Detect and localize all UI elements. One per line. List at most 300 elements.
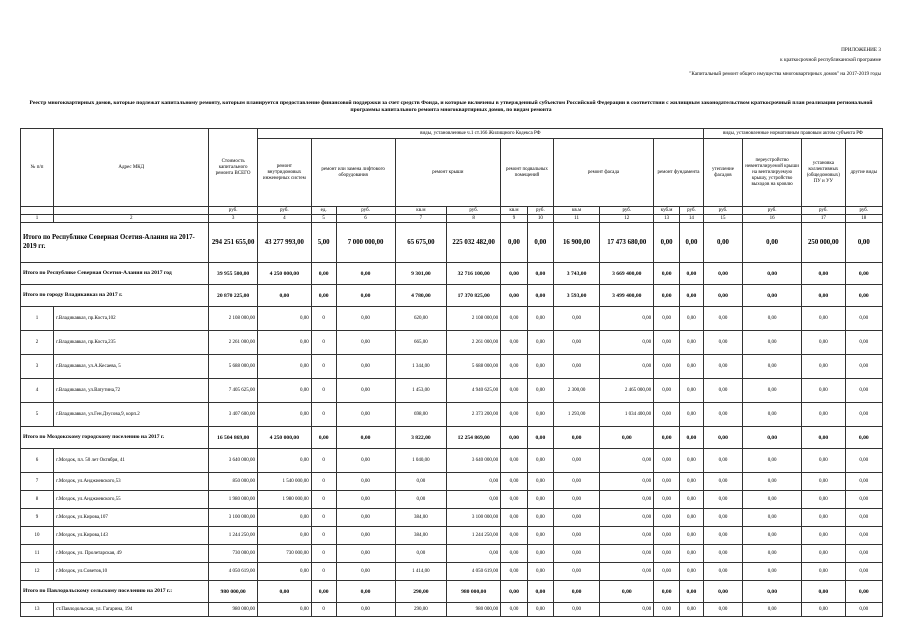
row-address: г.Моздок, ул.Кирова,107 [54,509,209,527]
value-cell: 0,00 [743,449,802,473]
header-cost: Стоимость капитального ремонта ВСЕГО [209,129,258,207]
value-cell: 0,00 [845,603,882,617]
value-cell: 0,00 [743,223,802,263]
value-cell: 2 108 000,00 [209,307,258,331]
value-cell: 5 688 000,00 [209,355,258,379]
value-cell: 0,00 [600,473,654,491]
value-cell: 0,00 [501,223,528,263]
value-cell: 0,00 [553,545,600,563]
value-cell: 3 407 600,00 [209,403,258,427]
value-cell: 0,00 [845,331,882,355]
table-row [21,545,883,563]
value-cell: 0,00 [845,379,882,403]
value-cell: 0,00 [802,285,845,307]
value-cell: 7 000 000,00 [336,223,395,263]
value-cell: 0,00 [600,509,654,527]
value-cell: 0,00 [802,603,845,617]
column-number: 11 [553,215,600,223]
value-cell: 2 108 000,00 [447,307,501,331]
value-cell: 0,00 [311,263,336,285]
value-cell: 0,00 [501,545,528,563]
value-cell: 0,00 [680,263,704,285]
value-cell: 0,00 [680,603,704,617]
table-row [21,603,883,617]
value-cell: 0,00 [680,285,704,307]
total-label: Итого по Моздокскому городскому поселению на 2017 г. [21,427,209,449]
value-cell: 0,00 [703,427,742,449]
value-cell: 3 743,00 [553,263,600,285]
value-cell: 0,00 [501,263,528,285]
value-cell: 0,00 [336,491,395,509]
value-cell: 0,00 [527,603,553,617]
row-address: г.Моздок, ул.Анджиевского,55 [54,491,209,509]
value-cell: 0,00 [845,491,882,509]
value-cell: 0 [311,563,336,581]
value-cell: 0,00 [527,473,553,491]
value-cell: 0,00 [600,545,654,563]
total-row [21,427,883,449]
row-address: г.Моздок, ул.Анджиевского,53 [54,473,209,491]
value-cell: 980 000,00 [447,603,501,617]
value-cell: 0,00 [703,403,742,427]
value-cell: 0,00 [680,449,704,473]
value-cell: 0,00 [654,527,680,545]
value-cell: 0,00 [703,491,742,509]
value-cell: 0,00 [802,307,845,331]
value-cell: 0 [311,603,336,617]
value-cell: 0 [311,331,336,355]
value-cell: 0,00 [553,491,600,509]
value-cell: 0,00 [553,581,600,603]
row-address: г.Владикавказ, пр.Коста,235 [54,331,209,355]
value-cell: 225 032 482,00 [447,223,501,263]
value-cell: 0,00 [527,307,553,331]
value-cell: 0,00 [257,449,311,473]
value-cell: 0,00 [257,379,311,403]
value-cell: 43 277 993,00 [257,223,311,263]
column-number: 17 [802,215,845,223]
column-number: 13 [654,215,680,223]
table-row [21,563,883,581]
value-cell: 0,00 [553,331,600,355]
value-cell: 0,00 [501,427,528,449]
value-cell: 0,00 [336,331,395,355]
value-cell: 0,00 [802,509,845,527]
value-cell: 0,00 [257,509,311,527]
value-cell: 0,00 [680,509,704,527]
value-cell: 0,00 [845,263,882,285]
value-cell: 0,00 [336,581,395,603]
value-cell: 0,00 [654,403,680,427]
row-number: 9 [21,509,54,527]
value-cell: 0,00 [845,427,882,449]
row-number: 4 [21,379,54,403]
value-cell: 0,00 [845,285,882,307]
value-cell: 0,00 [680,473,704,491]
table-row [21,509,883,527]
unit-cell: руб. [600,207,654,215]
row-number: 2 [21,331,54,355]
value-cell: 2 261 000,00 [209,331,258,355]
value-cell: 0,00 [680,581,704,603]
value-cell: 0,00 [654,545,680,563]
value-cell: 0,00 [743,331,802,355]
value-cell: 4 050 619,00 [209,563,258,581]
value-cell: 0,00 [743,379,802,403]
value-cell: 0,00 [743,427,802,449]
value-cell: 0,00 [527,379,553,403]
column-number: 3 [209,215,258,223]
value-cell: 0,00 [311,427,336,449]
table-body [21,223,883,617]
total-label: Итого по Павлодольскому сельскому поселению на 2017 г.: [21,581,209,603]
row-address: г.Моздок, ул.Кирова,143 [54,527,209,545]
row-number: 5 [21,403,54,427]
value-cell: 0,00 [553,473,600,491]
value-cell: 0,00 [654,285,680,307]
value-cell: 4 250 000,00 [257,263,311,285]
value-cell: 0,00 [703,563,742,581]
table-row [21,491,883,509]
value-cell: 0,00 [336,563,395,581]
value-cell: 3 669 400,00 [600,263,654,285]
value-cell: 0,00 [743,527,802,545]
value-cell: 12 254 869,00 [447,427,501,449]
value-cell: 0,00 [501,563,528,581]
value-cell: 290,00 [395,603,447,617]
table-row [21,307,883,331]
value-cell: 0,00 [501,603,528,617]
document-title: Реестр многоквартирных домов, которые подлежат капитальному ремонту, которым планируется предоставление финансовой поддержки за счет средств Фонда, и которые включены в утвержденный субъектом Российской Федерации в соответствии с жилищным законодательством краткосрочный план реализации региональной программы капитального ремонта многоквартирных домов, по видам ремонта [29,100,873,113]
value-cell: 0,00 [336,509,395,527]
column-number: 18 [845,215,882,223]
value-cell: 17 473 680,00 [600,223,654,263]
value-cell: 0,00 [654,427,680,449]
header-no: № п/п [21,129,54,207]
value-cell: 0,00 [680,223,704,263]
unit-cell: руб. [336,207,395,215]
value-cell: 0,00 [395,545,447,563]
value-cell: 0,00 [501,449,528,473]
value-cell: 0,00 [802,473,845,491]
value-cell: 0,00 [680,491,704,509]
value-cell: 0,00 [336,263,395,285]
value-cell: 0,00 [743,545,802,563]
value-cell: 39 955 500,00 [209,263,258,285]
value-cell: 0,00 [680,527,704,545]
value-cell: 0,00 [336,403,395,427]
row-address: г.Владикавказ, ул.А.Кесаева, 5 [54,355,209,379]
row-number: 7 [21,473,54,491]
value-cell: 0,00 [527,427,553,449]
value-cell: 0,00 [802,545,845,563]
value-cell: 0,00 [257,563,311,581]
value-cell: 0,00 [600,563,654,581]
value-cell: 0,00 [527,563,553,581]
table-row [21,403,883,427]
table-row [21,331,883,355]
value-cell: 980 000,00 [209,581,258,603]
value-cell: 0,00 [600,581,654,603]
value-cell: 0,00 [501,379,528,403]
value-cell: 0,00 [336,307,395,331]
value-cell: 0,00 [527,355,553,379]
value-cell: 0,00 [845,307,882,331]
value-cell: 0,00 [845,355,882,379]
value-cell: 0,00 [680,307,704,331]
value-cell: 0,00 [680,355,704,379]
value-cell: 0 [311,527,336,545]
value-cell: 0,00 [802,527,845,545]
value-cell: 0,00 [703,509,742,527]
value-cell: 1 244 250,00 [447,527,501,545]
value-cell: 0 [311,307,336,331]
value-cell: 1 540 000,00 [257,473,311,491]
value-cell: 5 688 000,00 [447,355,501,379]
total-label: Итого по городу Владикавказ на 2017 г. [21,285,209,307]
value-cell: 0,00 [743,355,802,379]
row-number: 12 [21,563,54,581]
value-cell: 0,00 [336,355,395,379]
value-cell: 2 261 000,00 [447,331,501,355]
table-row [21,473,883,491]
unit-cell: куб.м [654,207,680,215]
value-cell: 0,00 [703,603,742,617]
value-cell: 0,00 [501,307,528,331]
row-address: г.Владикавказ, пр.Коста,102 [54,307,209,331]
value-cell: 2 373 200,00 [447,403,501,427]
value-cell: 0,00 [802,427,845,449]
value-cell: 0,00 [527,331,553,355]
row-address: г.Моздок, ул. Пролетарская, 49 [54,545,209,563]
appendix-program-name: "Капитальный ремонт общего имущества многоквартирных домов" на 2017-2019 годы [689,71,881,77]
header-col: ремонт фасада [553,139,653,207]
value-cell: 0,00 [257,307,311,331]
header-group-regional: виды, установленные нормативным правовым актом субъекта РФ [703,129,882,139]
unit-cell: руб. [743,207,802,215]
header-col: другие виды [845,139,882,207]
appendix-program: к краткосрочной республиканской программе [780,57,881,63]
column-number: 8 [447,215,501,223]
value-cell: 0,00 [802,403,845,427]
value-cell: 0,00 [703,473,742,491]
value-cell: 7 405 625,00 [209,379,258,403]
value-cell: 0,00 [600,449,654,473]
value-cell: 5,00 [311,223,336,263]
value-cell: 1 034 400,00 [600,403,654,427]
header-address: Адрес МКД [54,129,209,207]
value-cell: 0,00 [553,509,600,527]
table-row [21,379,883,403]
column-number: 7 [395,215,447,223]
unit-cell [21,207,54,215]
column-number: 14 [680,215,704,223]
value-cell: 16 504 869,00 [209,427,258,449]
value-cell: 3 100 000,00 [447,509,501,527]
value-cell: 0,00 [336,427,395,449]
value-cell: 0,00 [703,285,742,307]
value-cell: 1 980 000,00 [257,491,311,509]
value-cell: 980 000,00 [209,603,258,617]
row-number: 10 [21,527,54,545]
value-cell: 0,00 [501,285,528,307]
value-cell: 0,00 [743,473,802,491]
total-row [21,285,883,307]
value-cell: 0,00 [553,449,600,473]
value-cell: 0,00 [845,527,882,545]
value-cell: 0,00 [257,403,311,427]
header-col: утепление фасадов [703,139,742,207]
row-number: 3 [21,355,54,379]
value-cell: 0,00 [553,563,600,581]
value-cell: 0,00 [845,473,882,491]
value-cell: 0,00 [447,545,501,563]
value-cell: 0,00 [311,581,336,603]
row-number: 6 [21,449,54,473]
units-row [21,207,883,215]
value-cell: 0,00 [802,379,845,403]
value-cell: 0,00 [845,581,882,603]
value-cell: 0,00 [654,223,680,263]
value-cell: 0,00 [743,403,802,427]
value-cell: 0,00 [447,473,501,491]
value-cell: 0,00 [654,491,680,509]
value-cell: 620,00 [395,307,447,331]
value-cell: 3 640 000,00 [209,449,258,473]
value-cell: 0,00 [743,563,802,581]
value-cell: 0,00 [336,603,395,617]
value-cell: 0,00 [600,307,654,331]
registry-table [20,128,883,617]
value-cell: 0,00 [553,355,600,379]
value-cell: 0,00 [553,603,600,617]
value-cell: 17 370 825,00 [447,285,501,307]
header-group-federal: виды, установленные ч.1 ст.166 Жилищного Кодекса РФ [257,129,703,139]
value-cell: 4 250 000,00 [257,427,311,449]
value-cell: 0,00 [553,307,600,331]
value-cell: 0,00 [257,581,311,603]
value-cell: 0,00 [743,307,802,331]
value-cell: 0,00 [527,403,553,427]
appendix-label: ПРИЛОЖЕНИЕ 3 [841,47,881,53]
header-col: ремонт подвальных помещений [501,139,554,207]
column-number: 12 [600,215,654,223]
header-col: ремонт крыши [395,139,501,207]
value-cell: 1 980 000,00 [209,491,258,509]
value-cell: 0,00 [654,331,680,355]
value-cell: 0,00 [527,285,553,307]
value-cell: 0,00 [501,581,528,603]
unit-cell: руб. [703,207,742,215]
row-address: ст.Павлодольская, ул. Гагарина, 194 [54,603,209,617]
value-cell: 0,00 [527,223,553,263]
value-cell: 0,00 [703,223,742,263]
value-cell: 0 [311,509,336,527]
value-cell: 0,00 [553,427,600,449]
value-cell: 4 050 619,00 [447,563,501,581]
value-cell: 0,00 [600,603,654,617]
unit-cell: руб. [680,207,704,215]
value-cell: 0,00 [845,563,882,581]
table-row [21,355,883,379]
value-cell: 0,00 [703,263,742,285]
value-cell: 0,00 [527,491,553,509]
unit-cell: кв.м [501,207,528,215]
value-cell: 0,00 [654,509,680,527]
value-cell: 0,00 [743,285,802,307]
value-cell: 3 593,00 [553,285,600,307]
value-cell: 0,00 [501,403,528,427]
value-cell: 0,00 [680,545,704,563]
row-address: г.Моздок, ул.Советов,10 [54,563,209,581]
value-cell: 0,00 [395,473,447,491]
value-cell: 0,00 [802,355,845,379]
header-col: ремонт или замена лифтового оборудования [311,139,395,207]
value-cell: 0,00 [802,581,845,603]
column-number: 6 [336,215,395,223]
value-cell: 1 344,00 [395,355,447,379]
value-cell: 0,00 [680,403,704,427]
value-cell: 0,00 [845,403,882,427]
value-cell: 16 900,00 [553,223,600,263]
value-cell: 0,00 [257,527,311,545]
value-cell: 0,00 [654,563,680,581]
unit-cell: ед. [311,207,336,215]
value-cell: 0,00 [845,449,882,473]
total-label: Итого по Республике Северная Осетия-Алания на 2017-2019 гг. [21,223,209,263]
value-cell: 0,00 [654,581,680,603]
value-cell: 0,00 [743,491,802,509]
row-number: 13 [21,603,54,617]
value-cell: 0 [311,403,336,427]
value-cell: 0 [311,355,336,379]
row-address: г.Владикавказ, ул.Ватутина,72 [54,379,209,403]
value-cell: 0,00 [336,449,395,473]
value-cell: 0,00 [703,527,742,545]
value-cell: 2 300,00 [553,379,600,403]
value-cell: 0,00 [600,427,654,449]
column-number: 10 [527,215,553,223]
value-cell: 0,00 [501,527,528,545]
value-cell: 0,00 [527,509,553,527]
value-cell: 0,00 [336,379,395,403]
value-cell: 0,00 [703,331,742,355]
value-cell: 32 716 100,00 [447,263,501,285]
value-cell: 0 [311,545,336,563]
value-cell: 0,00 [257,285,311,307]
value-cell: 0,00 [845,545,882,563]
value-cell: 0,00 [501,331,528,355]
value-cell: 0,00 [845,509,882,527]
value-cell: 980 000,00 [447,581,501,603]
value-cell: 0,00 [257,331,311,355]
value-cell: 0,00 [845,223,882,263]
value-cell: 1 040,00 [395,449,447,473]
value-cell: 0,00 [802,331,845,355]
unit-cell: руб. [802,207,845,215]
value-cell: 0,00 [703,545,742,563]
value-cell: 20 870 225,00 [209,285,258,307]
value-cell: 0,00 [680,331,704,355]
value-cell: 0,00 [703,449,742,473]
value-cell: 0,00 [553,527,600,545]
table-row [21,449,883,473]
value-cell: 0,00 [336,473,395,491]
column-number: 1 [21,215,54,223]
value-cell: 665,00 [395,331,447,355]
value-cell: 0,00 [501,355,528,379]
column-number: 5 [311,215,336,223]
